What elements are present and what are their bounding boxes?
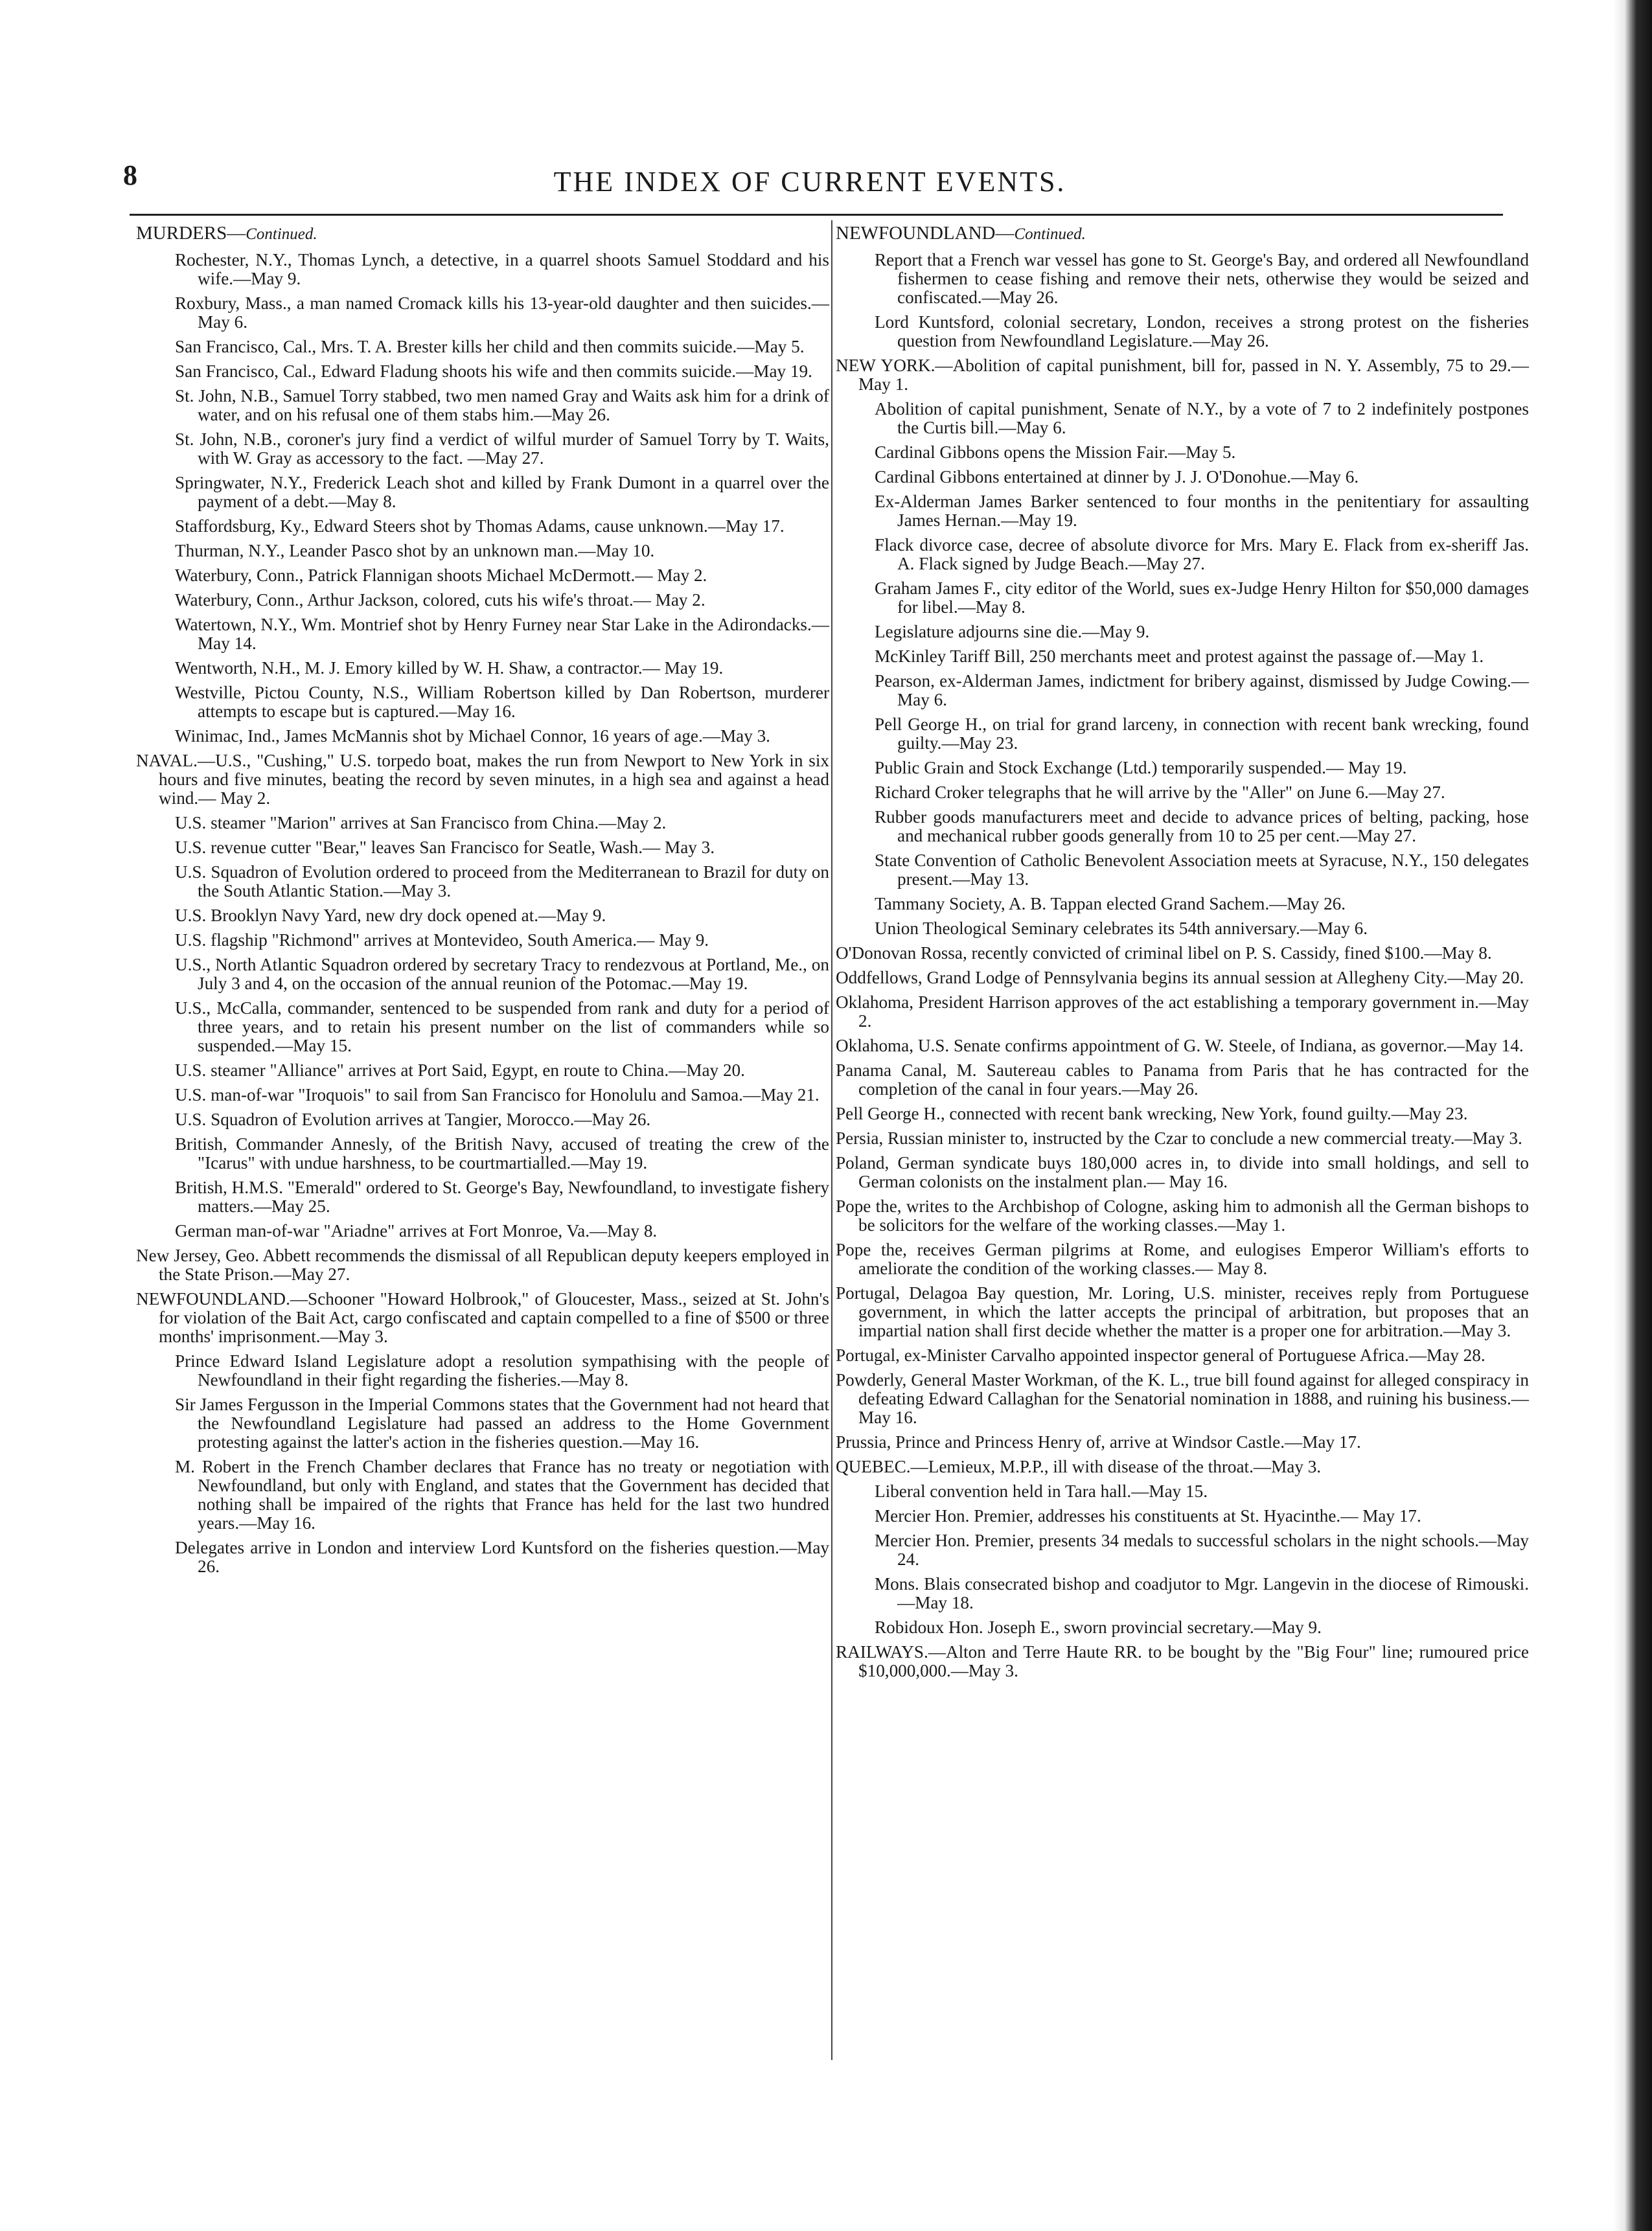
section-heading	[836, 223, 1529, 244]
index-entry: German man-of-war "Ariadne" arrives at Fort Monroe, Va.—May 8.	[175, 1221, 658, 1241]
heading-continued: Continued.	[246, 225, 317, 243]
index-entry: U.S. Squadron of Evolution arrives at Tangier, Morocco.—May 26.	[175, 1110, 651, 1129]
index-entry: Roxbury, Mass., a man named Cromack kills his 13-year-old daughter and then suicides.—May 6.	[175, 293, 829, 332]
index-entry: Liberal convention held in Tara hall.—May 15.	[875, 1482, 1208, 1501]
index-entry: Robidoux Hon. Joseph E., sworn provincial secretary.—May 9.	[875, 1618, 1322, 1637]
index-entry: Lord Kuntsford, colonial secretary, London, receives a strong protest on the fisheries question from Newfoundland Legislature.—May 26.	[875, 312, 1529, 350]
index-entry: Report that a French war vessel has gone to St. George's Bay, and ordered all Newfoundland fishermen to cease fishing and remove their nets, otherwise they would be seized and confiscated.—May 26.	[875, 250, 1529, 307]
index-entry: San Francisco, Cal., Mrs. T. A. Brester kills her child and then commits suicide.—May 5.	[175, 337, 805, 356]
index-entry: Oddfellows, Grand Lodge of Pennsylvania begins its annual session at Allegheny City.—May 20.	[836, 968, 1524, 987]
index-entry: Prince Edward Island Legislature adopt a resolution sympathising with the people of Newfoundland in their fight regarding the fisheries.—May 8.	[175, 1351, 829, 1390]
index-entry: Panama Canal, M. Sautereau cables to Panama from Paris that he has contracted for the completion of the canal in four years.—May 26.	[836, 1060, 1529, 1099]
entry-list	[136, 251, 829, 1576]
index-entry: Persia, Russian minister to, instructed by the Czar to conclude a new commercial treaty.—May 3.	[836, 1128, 1522, 1148]
index-entry: NEWFOUNDLAND.—Schooner "Howard Holbrook," of Gloucester, Mass., seized at St. John's for violation of the Bait Act, cargo confiscated and captain compelled to a fine of $500 or three months' imprisonment.—May 3.	[136, 1289, 829, 1346]
index-entry: Waterbury, Conn., Patrick Flannigan shoots Michael McDermott.— May 2.	[175, 566, 707, 585]
index-entry: Cardinal Gibbons opens the Mission Fair.—May 5.	[875, 442, 1236, 462]
index-entry: St. John, N.B., Samuel Torry stabbed, two men named Gray and Waits ask him for a drink of water, and on his refusal one of them stabs him.—May 26.	[175, 386, 829, 424]
running-head: THE INDEX OF CURRENT EVENTS.	[553, 166, 1066, 198]
index-entry: Staffordsburg, Ky., Edward Steers shot by Thomas Adams, cause unknown.—May 17.	[175, 516, 785, 536]
index-entry: British, H.M.S. "Emerald" ordered to St. George's Bay, Newfoundland, to investigate fishery matters.—May 25.	[175, 1178, 829, 1216]
index-entry: Pearson, ex-Alderman James, indictment for bribery against, dismissed by Judge Cowing.—May 6.	[875, 671, 1529, 709]
index-entry: Waterbury, Conn., Arthur Jackson, colored, cuts his wife's throat.— May 2.	[175, 590, 706, 610]
index-entry: McKinley Tariff Bill, 250 merchants meet and protest against the passage of.—May 1.	[875, 646, 1484, 666]
index-entry: Abolition of capital punishment, Senate of N.Y., by a vote of 7 to 2 indefinitely postpones the Curtis bill.—May 6.	[875, 399, 1529, 437]
entry-list	[836, 251, 1529, 1680]
index-entry: U.S. man-of-war "Iroquois" to sail from San Francisco for Honolulu and Samoa.—May 21.	[175, 1085, 820, 1104]
heading-continued: Continued.	[1014, 225, 1086, 243]
index-entry: Flack divorce case, decree of absolute divorce for Mrs. Mary E. Flack from ex-sheriff Jas. A. Flack signed by Judge Beach.—May 27.	[875, 535, 1529, 573]
index-entry: QUEBEC.—Lemieux, M.P.P., ill with disease of the throat.—May 3.	[836, 1457, 1322, 1476]
index-entry: Sir James Fergusson in the Imperial Commons states that the Government had not heard that the Newfoundland Legislature had passed an address to the Home Government protesting against the latter's action in the fisheries question.—May 16.	[175, 1395, 829, 1452]
index-entry: Wentworth, N.H., M. J. Emory killed by W. H. Shaw, a contractor.— May 19.	[175, 658, 724, 678]
index-entry: Oklahoma, President Harrison approves of the act establishing a temporary government in.—May 2.	[836, 992, 1529, 1031]
index-entry: U.S., North Atlantic Squadron ordered by secretary Tracy to rendezvous at Portland, Me., on July 3 and 4, on the occasion of the annual reunion of the Potomac.—May 19.	[175, 955, 829, 993]
index-entry: Springwater, N.Y., Frederick Leach shot and killed by Frank Dumont in a quarrel over the payment of a debt.—May 8.	[175, 473, 829, 511]
index-entry: O'Donovan Rossa, recently convicted of criminal libel on P. S. Cassidy, fined $100.—May 8.	[836, 943, 1492, 963]
index-entry: State Convention of Catholic Benevolent Association meets at Syracuse, N.Y., 150 delegates present.—May 13.	[875, 851, 1529, 889]
page-number: 8	[123, 159, 137, 191]
index-entry: Poland, German syndicate buys 180,000 acres in, to divide into small holdings, and sell to German colonists on the instalment plan.— May 16.	[836, 1153, 1529, 1191]
index-entry: Tammany Society, A. B. Tappan elected Grand Sachem.—May 26.	[875, 894, 1346, 913]
index-entry: Pell George H., connected with recent bank wrecking, New York, found guilty.—May 23.	[836, 1104, 1468, 1123]
header-rule	[130, 214, 1503, 216]
index-entry: Delegates arrive in London and interview Lord Kuntsford on the fisheries question.—May 26.	[175, 1538, 829, 1576]
index-entry: Graham James F., city editor of the World, sues ex-Judge Henry Hilton for $50,000 damages for libel.—May 8.	[875, 578, 1529, 617]
index-entry: St. John, N.B., coroner's jury find a verdict of wilful murder of Samuel Torry by T. Waits, with W. Gray as accessory to the fact. —May 27.	[175, 429, 829, 468]
heading-text: MURDERS—	[136, 223, 246, 244]
index-entry: New Jersey, Geo. Abbett recommends the dismissal of all Republican deputy keepers employed in the State Prison.—May 27.	[136, 1246, 829, 1284]
index-entry: Portugal, ex-Minister Carvalho appointed inspector general of Portuguese Africa.—May 28.	[836, 1345, 1486, 1365]
index-entry: NEW YORK.—Abolition of capital punishment, bill for, passed in N. Y. Assembly, 75 to 29.—May 1.	[836, 356, 1529, 394]
index-entry: Cardinal Gibbons entertained at dinner by J. J. O'Donohue.—May 6.	[875, 467, 1359, 486]
right-column	[836, 223, 1529, 1686]
index-entry: Mercier Hon. Premier, presents 34 medals to successful scholars in the night schools.—May 24.	[875, 1531, 1529, 1569]
index-entry: U.S. steamer "Marion" arrives at San Francisco from China.—May 2.	[175, 813, 667, 832]
index-entry: U.S. steamer "Alliance" arrives at Port Said, Egypt, en route to China.—May 20.	[175, 1060, 745, 1080]
index-entry: U.S. flagship "Richmond" arrives at Montevideo, South America.— May 9.	[175, 930, 709, 950]
index-entry: M. Robert in the French Chamber declares that France has no treaty or negotiation with Newfoundland, but only with England, and states that the Government has decided that nothing shall be impaired of the rights that France has held for the last two hundred years.—May 16.	[175, 1457, 829, 1533]
index-entry: Pope the, writes to the Archbishop of Cologne, asking him to admonish all the German bishops to be solicitors for the welfare of the working classes.—May 1.	[836, 1196, 1529, 1235]
index-entry: NAVAL.—U.S., "Cushing," U.S. torpedo boat, makes the run from Newport to New York in six hours and five minutes, beating the record by seven minutes, in a high sea and against a head wind.— May 2.	[136, 751, 829, 808]
index-entry: Winimac, Ind., James McMannis shot by Michael Connor, 16 years of age.—May 3.	[175, 726, 770, 746]
index-entry: Rochester, N.Y., Thomas Lynch, a detective, in a quarrel shoots Samuel Stoddard and his wife.—May 9.	[175, 250, 829, 288]
index-entry: Prussia, Prince and Princess Henry of, arrive at Windsor Castle.—May 17.	[836, 1432, 1361, 1452]
column-divider	[831, 220, 832, 2060]
index-entry: Mons. Blais consecrated bishop and coadjutor to Mgr. Langevin in the diocese of Rimouski.—May 18.	[875, 1574, 1529, 1612]
index-entry: Pell George H., on trial for grand larceny, in connection with recent bank wrecking, found guilty.—May 23.	[875, 715, 1529, 753]
index-entry: Union Theological Seminary celebrates its 54th anniversary.—May 6.	[875, 919, 1368, 938]
index-entry: Legislature adjourns sine die.—May 9.	[875, 622, 1150, 641]
index-entry: Oklahoma, U.S. Senate confirms appointment of G. W. Steele, of Indiana, as governor.—May 14.	[836, 1036, 1524, 1055]
index-entry: Thurman, N.Y., Leander Pasco shot by an unknown man.—May 10.	[175, 541, 655, 560]
heading-text: NEWFOUNDLAND—	[836, 223, 1015, 244]
index-entry: Pope the, receives German pilgrims at Rome, and eulogises Emperor William's efforts to ameliorate the condition of the working classes.— May 8.	[836, 1240, 1529, 1278]
left-column	[136, 223, 829, 1582]
index-entry: Public Grain and Stock Exchange (Ltd.) temporarily suspended.— May 19.	[875, 758, 1407, 777]
index-entry: U.S. Squadron of Evolution ordered to proceed from the Mediterranean to Brazil for duty on the South Atlantic Station.—May 3.	[175, 862, 829, 900]
index-entry: U.S. Brooklyn Navy Yard, new dry dock opened at.—May 9.	[175, 906, 606, 925]
index-entry: Mercier Hon. Premier, addresses his constituents at St. Hyacinthe.— May 17.	[875, 1506, 1421, 1526]
scan-page-edge	[1613, 0, 1652, 2231]
index-entry: San Francisco, Cal., Edward Fladung shoots his wife and then commits suicide.—May 19.	[175, 361, 812, 381]
section-heading	[136, 223, 829, 244]
index-entry: Rubber goods manufacturers meet and decide to advance prices of belting, packing, hose and mechanical rubber goods generally from 10 to 25 per cent.—May 27.	[875, 807, 1529, 845]
index-entry: Ex-Alderman James Barker sentenced to four months in the penitentiary for assaulting James Hernan.—May 19.	[875, 492, 1529, 530]
index-entry: Richard Croker telegraphs that he will arrive by the "Aller" on June 6.—May 27.	[875, 783, 1445, 802]
index-entry: Portugal, Delagoa Bay question, Mr. Loring, U.S. minister, receives reply from Portuguese government, in which the latter accepts the principal of arbitration, but proposes that an impartial nation shall first decide whether the matter is a proper one for arbitration.—May 3.	[836, 1283, 1529, 1340]
index-entry: RAILWAYS.—Alton and Terre Haute RR. to be bought by the "Big Four" line; rumoured price $10,000,000.—May 3.	[836, 1642, 1529, 1680]
index-entry: Powderly, General Master Workman, of the K. L., true bill found against for alleged conspiracy in defeating Edward Callaghan for the Senatorial nomination in 1888, and ruining his business.—May 16.	[836, 1370, 1529, 1427]
index-entry: Westville, Pictou County, N.S., William Robertson killed by Dan Robertson, murderer attempts to escape but is captured.—May 16.	[175, 683, 829, 721]
index-entry: Watertown, N.Y., Wm. Montrief shot by Henry Furney near Star Lake in the Adirondacks.—May 14.	[175, 615, 829, 653]
index-entry: British, Commander Annesly, of the British Navy, accused of treating the crew of the "Icarus" with undue harshness, to be courtmartialled.—May 19.	[175, 1134, 829, 1173]
index-entry: U.S. revenue cutter "Bear," leaves San Francisco for Seatle, Wash.— May 3.	[175, 838, 715, 857]
index-entry: U.S., McCalla, commander, sentenced to be suspended from rank and duty for a period of three years, and to retain his present number on the list of commanders while so suspended.—May 15.	[175, 998, 829, 1055]
page-header	[123, 146, 1497, 204]
